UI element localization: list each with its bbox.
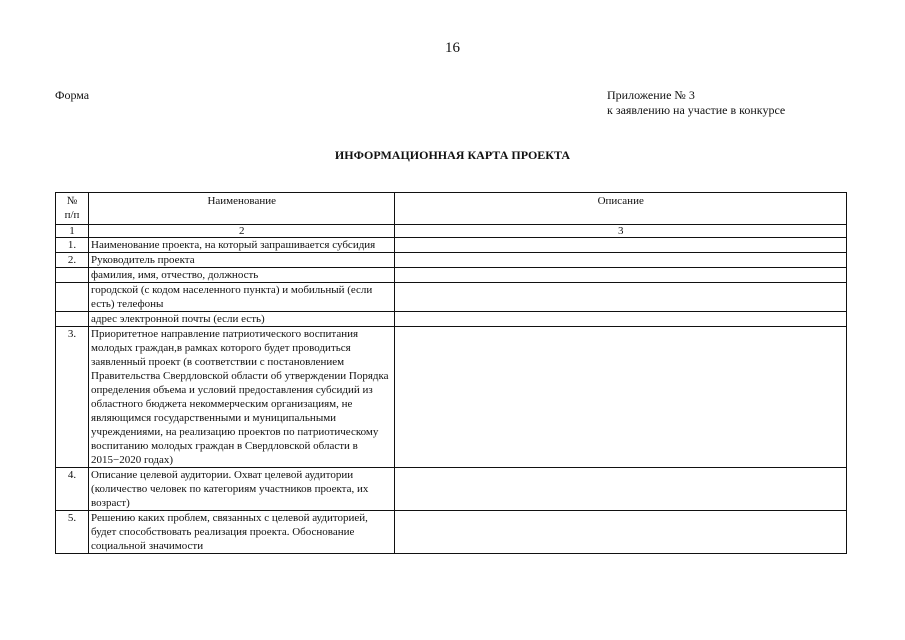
appendix-line-2: к заявлению на участие в конкурсе — [607, 103, 786, 117]
header-num-line-2: п/п — [64, 209, 80, 221]
row-name: Наименование проекта, на который запрашивается субсидия — [89, 238, 395, 253]
row-number — [56, 312, 89, 327]
project-info-table — [55, 192, 847, 554]
table-header-row — [56, 193, 847, 225]
row-number — [56, 268, 89, 283]
column-number: 1 — [56, 225, 89, 238]
table-row — [56, 238, 847, 253]
document-title: ИНФОРМАЦИОННАЯ КАРТА ПРОЕКТА — [334, 148, 571, 162]
table-row — [56, 283, 847, 312]
row-name: Решению каких проблем, связанных с целевой аудиторией, будет способствовать реализация проекта. Обоснование социальной значимости — [89, 511, 395, 554]
row-number — [56, 283, 89, 312]
header-description: Описание — [395, 193, 847, 225]
appendix-note — [607, 88, 785, 118]
row-description[interactable] — [395, 253, 847, 268]
row-number: 5. — [56, 511, 89, 554]
row-description[interactable] — [395, 238, 847, 253]
table-row — [56, 312, 847, 327]
row-description[interactable] — [395, 511, 847, 554]
row-name: городской (с кодом населенного пункта) и мобильный (если есть) телефоны — [89, 283, 395, 312]
row-description[interactable] — [395, 312, 847, 327]
row-name: фамилия, имя, отчество, должность — [89, 268, 395, 283]
table-row — [56, 268, 847, 283]
column-number: 2 — [89, 225, 395, 238]
row-name: Описание целевой аудитории. Охват целевой аудитории (количество человек по категориям участников проекта, их возраст) — [89, 468, 395, 511]
page-number: 16 — [445, 40, 460, 56]
row-description[interactable] — [395, 268, 847, 283]
row-number: 2. — [56, 253, 89, 268]
row-description[interactable] — [395, 283, 847, 312]
table-row — [56, 253, 847, 268]
row-description[interactable] — [395, 327, 847, 468]
table-row — [56, 511, 847, 554]
row-name: адрес электронной почты (если есть) — [89, 312, 395, 327]
row-name: Приоритетное направление патриотического воспитания молодых граждан,в рамках которого будет проводиться заявленный проект (в соответствии с постановлением Правительства Свердловской области об утверждении Порядка определения объема и условий предоставления субсидий из областного бюджета некоммерческим организациям, не являющимся государственными и муниципальными учреждениями, на реализацию проектов по патриотическому воспитанию молодых граждан в Свердловской области в 2015−2020 годах) — [89, 327, 395, 468]
header-name: Наименование — [89, 193, 395, 225]
table-row — [56, 468, 847, 511]
row-number: 4. — [56, 468, 89, 511]
column-number: 3 — [395, 225, 847, 238]
header-num — [56, 193, 89, 225]
table-row — [56, 327, 847, 468]
row-description[interactable] — [395, 468, 847, 511]
appendix-line-1: Приложение № 3 — [607, 88, 695, 102]
row-name: Руководитель проекта — [89, 253, 395, 268]
column-numbers-row — [56, 225, 847, 238]
header-num-line-1: № — [66, 195, 78, 207]
row-number: 1. — [56, 238, 89, 253]
form-label: Форма — [55, 88, 90, 102]
row-number: 3. — [56, 327, 89, 468]
